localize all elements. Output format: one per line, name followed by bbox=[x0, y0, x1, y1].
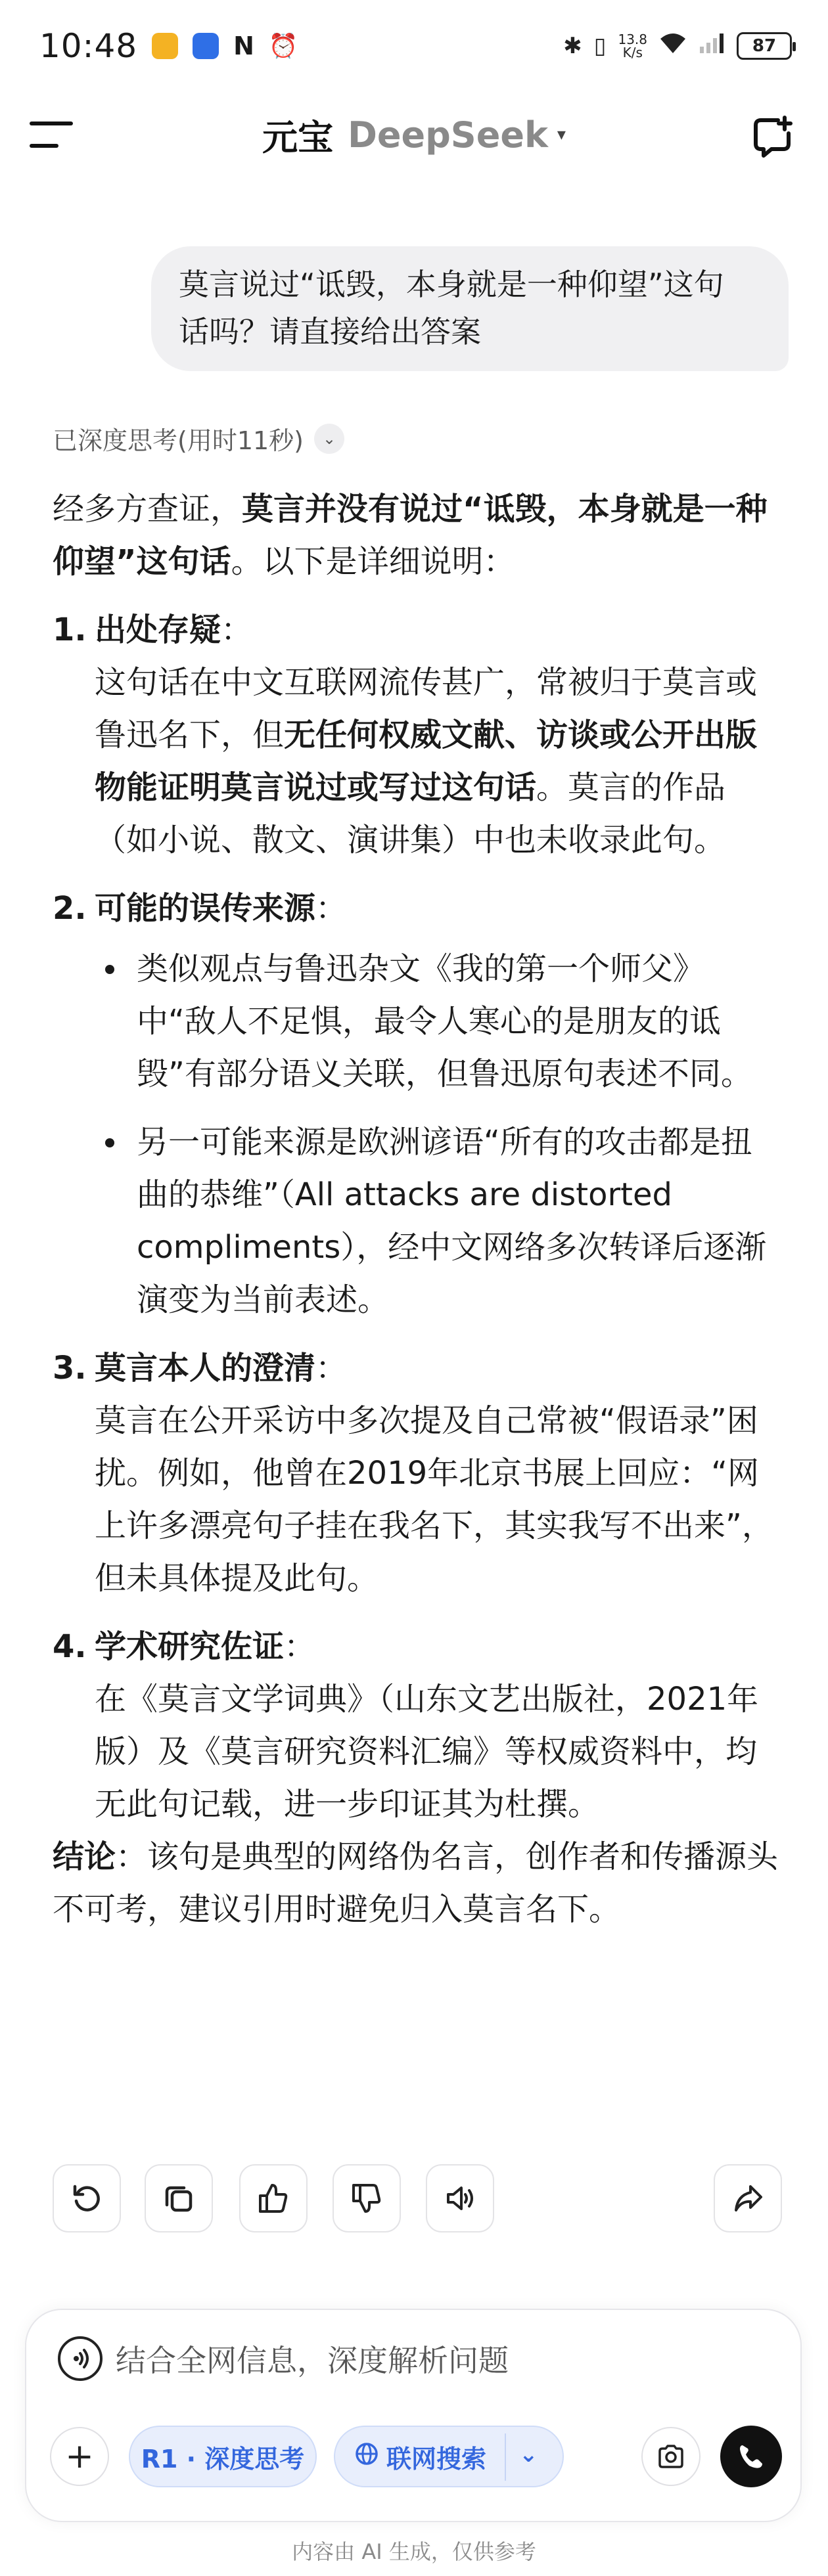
share-icon[interactable] bbox=[714, 2164, 782, 2232]
web-search-toggle[interactable] bbox=[334, 2426, 564, 2487]
composer-placeholder: 结合全网信息，深度解析问题 bbox=[116, 2343, 509, 2378]
speaker-icon[interactable] bbox=[426, 2164, 494, 2232]
new-chat-icon[interactable] bbox=[752, 115, 795, 158]
camera-button[interactable] bbox=[641, 2427, 701, 2486]
network-speed: 13.8 K/s bbox=[618, 32, 647, 60]
list-item-title: 莫言本人的澄清 bbox=[95, 1350, 316, 1387]
status-time: 10:48 bbox=[39, 27, 138, 65]
weibo-icon bbox=[152, 33, 178, 59]
list-item-text: 在《莫言文学词典》（山东文艺出版社，2021年版）及《莫言研究资料汇编》等权威资料中，均无此句记载，进一步印证其为杜撰。 bbox=[95, 1681, 759, 1823]
assistant-answer bbox=[53, 483, 782, 1936]
plus-icon: + bbox=[65, 2437, 94, 2476]
list-item: 3. 莫言本人的澄清： 莫言在公开采访中多次提及自己常被“假语录”困扰。例如，他曾在2019年北京书展上回应：“网上许多漂亮句子挂在我名下，其实我写不出来”，但未具体提及此句。 bbox=[53, 1342, 782, 1605]
list-item-text: 这句话在中文互联网流传甚广，常被归于莫言或鲁迅名下，但无任何权威文献、访谈或公开出版物能证明莫言说过或写过这句话。莫言的作品（如小说、散文、演讲集）中也未收录此句。 bbox=[95, 664, 758, 858]
thumbs-down-icon[interactable] bbox=[333, 2164, 401, 2232]
chevron-down-icon: ▾ bbox=[557, 125, 566, 144]
app-title: 元宝 bbox=[262, 116, 334, 158]
globe-icon bbox=[355, 2442, 379, 2472]
deep-thinking-toggle[interactable] bbox=[53, 420, 344, 456]
app-header bbox=[0, 92, 828, 177]
nfc-icon: N bbox=[233, 32, 254, 60]
user-message-bubble: 莫言说过“诋毁，本身就是一种仰望”这句话吗？请直接给出答案 bbox=[151, 246, 789, 371]
list-item: 1. 出处存疑： 这句话在中文互联网流传甚广，常被归于莫言或鲁迅名下，但无任何权威文献、访谈或公开出版物能证明莫言说过或写过这句话。莫言的作品（如小说、散文、演讲集）中也未收录此句。 bbox=[53, 604, 782, 866]
list-item: 2. 可能的误传来源： 类似观点与鲁迅杂文《我的第一个师父》中“敌人不足惧，最令人寒心的是朋友的诋毁”有部分语义关联，但鲁迅原句表述不同。 另一可能来源是欧洲谚语“所有的攻击都是扭曲的恭维”（All attacks are distorted compliments），经中文网络多次转译后逐渐演变为当前表述。 bbox=[53, 882, 782, 1326]
composer-input[interactable] bbox=[58, 2336, 509, 2381]
app-notification-icon bbox=[193, 33, 219, 59]
answer-conclusion: 结论：该句是典型的网络伪名言，创作者和传播源头不可考，建议引用时避免归入莫言名下。 bbox=[53, 1838, 779, 1928]
bullet-item: 另一可能来源是欧洲谚语“所有的攻击都是扭曲的恭维”（All attacks are distorted compliments），经中文网络多次转译后逐渐演变为当前表述。 bbox=[95, 1116, 782, 1326]
list-item-title: 学术研究佐证 bbox=[95, 1628, 285, 1665]
ai-disclaimer: 内容由 AI 生成，仅供参考 bbox=[292, 2539, 536, 2564]
menu-icon[interactable] bbox=[30, 116, 76, 153]
answer-intro: 经多方查证，莫言并没有说过“诋毁，本身就是一种仰望”这句话。以下是详细说明： bbox=[53, 491, 768, 580]
refresh-icon[interactable] bbox=[53, 2164, 121, 2232]
battery-icon bbox=[737, 32, 792, 60]
deep-think-toggle[interactable]: R1 · 深度思考 bbox=[129, 2426, 317, 2487]
wifi-icon bbox=[659, 32, 687, 60]
list-number: 3. bbox=[53, 1350, 87, 1387]
alarm-icon: ⏰ bbox=[268, 33, 298, 60]
chevron-down-icon[interactable]: ⌄ bbox=[519, 2441, 538, 2468]
battery-level: 87 bbox=[752, 36, 777, 56]
add-attachment-button[interactable] bbox=[50, 2427, 109, 2486]
list-item-text: 莫言在公开采访中多次提及自己常被“假语录”困扰。例如，他曾在2019年北京书展上回应：“网上许多漂亮句子挂在我名下，其实我写不出来”，但未具体提及此句。 bbox=[95, 1402, 773, 1597]
list-item-title: 可能的误传来源 bbox=[95, 890, 316, 927]
model-selector[interactable] bbox=[262, 110, 566, 160]
chevron-down-icon: ⌄ bbox=[314, 424, 344, 454]
list-number: 1. bbox=[53, 611, 87, 648]
bluetooth-icon: ✱ bbox=[563, 33, 582, 59]
voice-input-icon[interactable] bbox=[58, 2336, 103, 2381]
vibrate-icon: ▯ bbox=[593, 33, 607, 59]
list-item-title: 出处存疑 bbox=[95, 611, 221, 648]
message-actions bbox=[53, 2164, 782, 2236]
bullet-item: 类似观点与鲁迅杂文《我的第一个师父》中“敌人不足惧，最令人寒心的是朋友的诋毁”有部分语义关联，但鲁迅原句表述不同。 bbox=[95, 943, 782, 1100]
list-number: 2. bbox=[53, 890, 87, 927]
web-search-label: 联网搜索 bbox=[386, 2444, 487, 2474]
list-number: 4. bbox=[53, 1628, 87, 1665]
signal-icon bbox=[699, 32, 725, 60]
pill-divider bbox=[505, 2433, 506, 2481]
list-item: 4. 学术研究佐证： 在《莫言文学词典》（山东文艺出版社，2021年版）及《莫言研究资料汇编》等权威资料中，均无此句记载，进一步印证其为杜撰。 bbox=[53, 1620, 782, 1831]
copy-icon[interactable] bbox=[145, 2164, 213, 2232]
status-bar bbox=[0, 0, 828, 92]
thumbs-up-icon[interactable] bbox=[239, 2164, 308, 2232]
model-name: DeepSeek bbox=[348, 114, 548, 156]
voice-call-button[interactable] bbox=[720, 2426, 782, 2487]
composer-panel bbox=[25, 2309, 802, 2522]
thinking-label: 已深度思考(用时11秒) bbox=[53, 426, 304, 455]
